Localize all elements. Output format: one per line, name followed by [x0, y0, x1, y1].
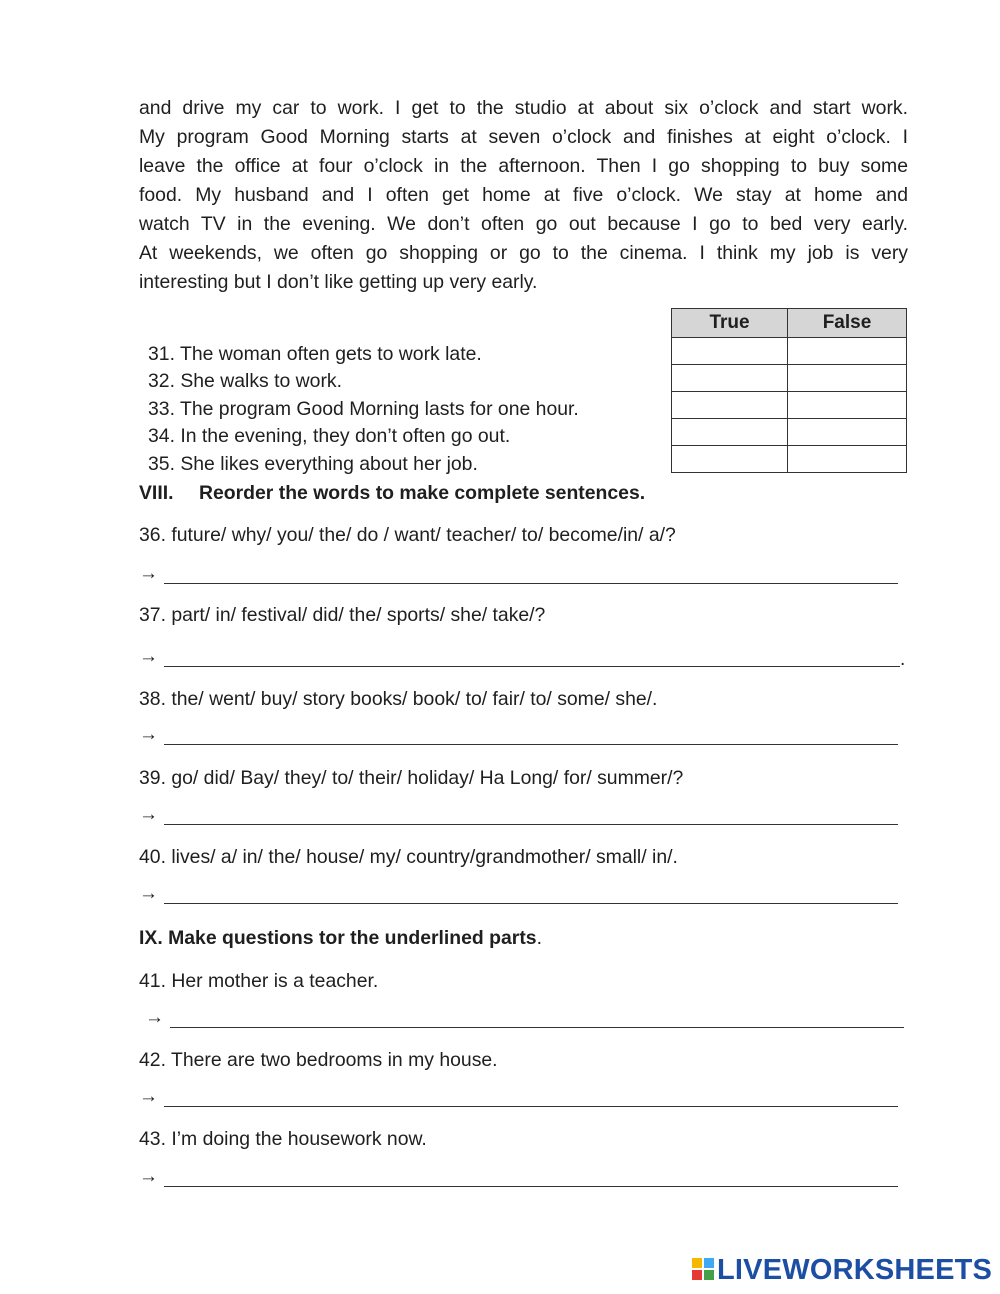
arrow-icon: → [139, 724, 158, 745]
answer-line[interactable] [170, 1027, 904, 1028]
passage-line: interesting but I don’t like getting up very early. [139, 271, 538, 293]
passage-line: My program Good Morning starts at seven o’clock and finishes at eight o’clock. I [139, 126, 908, 148]
arrow-icon: → [139, 1166, 158, 1187]
section-viii-title: Reorder the words to make complete sentences. [199, 482, 646, 504]
arrow-icon: → [139, 1086, 158, 1107]
answer-line[interactable] [164, 583, 898, 584]
true-header: True [672, 309, 788, 338]
passage-line: watch TV in the evening. We don’t often go out because I go to bed very early. [139, 213, 908, 235]
statement-33: 33. The program Good Morning lasts for one hour. [148, 398, 579, 420]
section-viii-numeral: VIII. [139, 482, 174, 504]
false-cell-31[interactable] [788, 338, 907, 365]
statement-34: 34. In the evening, they don’t often go out. [148, 425, 511, 447]
true-cell-32[interactable] [672, 365, 788, 392]
true-cell-33[interactable] [672, 392, 788, 419]
question-39: 39. go/ did/ Bay/ they/ to/ their/ holiday/ Ha Long/ for/ summer/? [139, 767, 684, 789]
answer-line[interactable] [164, 744, 898, 745]
answer-line[interactable] [164, 1106, 898, 1107]
question-41: 41. Her mother is a teacher. [139, 970, 379, 992]
true-cell-31[interactable] [672, 338, 788, 365]
passage-line: food. My husband and I often get home at five o’clock. We stay at home and [139, 184, 908, 206]
true-cell-35[interactable] [672, 446, 788, 473]
answer-line[interactable] [164, 903, 898, 904]
question-43: 43. I’m doing the housework now. [139, 1128, 427, 1150]
true-cell-34[interactable] [672, 419, 788, 446]
answer-line[interactable] [164, 666, 900, 667]
passage-line: leave the office at four o’clock in the afternoon. Then I go shopping to buy some [139, 155, 908, 177]
arrow-icon: → [139, 883, 158, 904]
question-40: 40. lives/ a/ in/ the/ house/ my/ country/grandmother/ small/ in/. [139, 846, 678, 868]
arrow-icon: → [139, 646, 158, 667]
answer-line[interactable] [164, 1186, 898, 1187]
passage-line: At weekends, we often go shopping or go to the cinema. I think my job is very [139, 242, 908, 264]
question-36: 36. future/ why/ you/ the/ do / want/ teacher/ to/ become/in/ a/? [139, 524, 676, 546]
question-38: 38. the/ went/ buy/ story books/ book/ to/ fair/ to/ some/ she/. [139, 688, 658, 710]
false-cell-35[interactable] [788, 446, 907, 473]
statement-31: 31. The woman often gets to work late. [148, 343, 482, 365]
section-viii-heading [139, 482, 645, 505]
statement-32: 32. She walks to work. [148, 370, 342, 392]
section-ix-title: IX. Make questions tor the underlined parts [139, 927, 537, 949]
reading-passage [139, 94, 908, 297]
false-header: False [788, 309, 907, 338]
false-cell-34[interactable] [788, 419, 907, 446]
question-37: 37. part/ in/ festival/ did/ the/ sports/ she/ take/? [139, 604, 546, 626]
false-cell-33[interactable] [788, 392, 907, 419]
brand-name: LIVEWORKSHEETS [717, 1254, 993, 1286]
answer-line[interactable] [164, 824, 898, 825]
question-42: 42. There are two bedrooms in my house. [139, 1049, 498, 1071]
false-cell-32[interactable] [788, 365, 907, 392]
true-false-table [671, 308, 907, 473]
statement-35: 35. She likes everything about her job. [148, 453, 478, 475]
answer-period: . [900, 649, 906, 670]
arrow-icon: → [139, 563, 158, 584]
arrow-icon: → [145, 1007, 164, 1028]
arrow-icon: → [139, 804, 158, 825]
section-ix-title-end: . [536, 927, 542, 949]
passage-line: and drive my car to work. I get to the studio at about six o’clock and start work. [139, 97, 908, 119]
section-ix-heading [139, 927, 542, 950]
liveworksheets-logo-icon [692, 1258, 714, 1280]
